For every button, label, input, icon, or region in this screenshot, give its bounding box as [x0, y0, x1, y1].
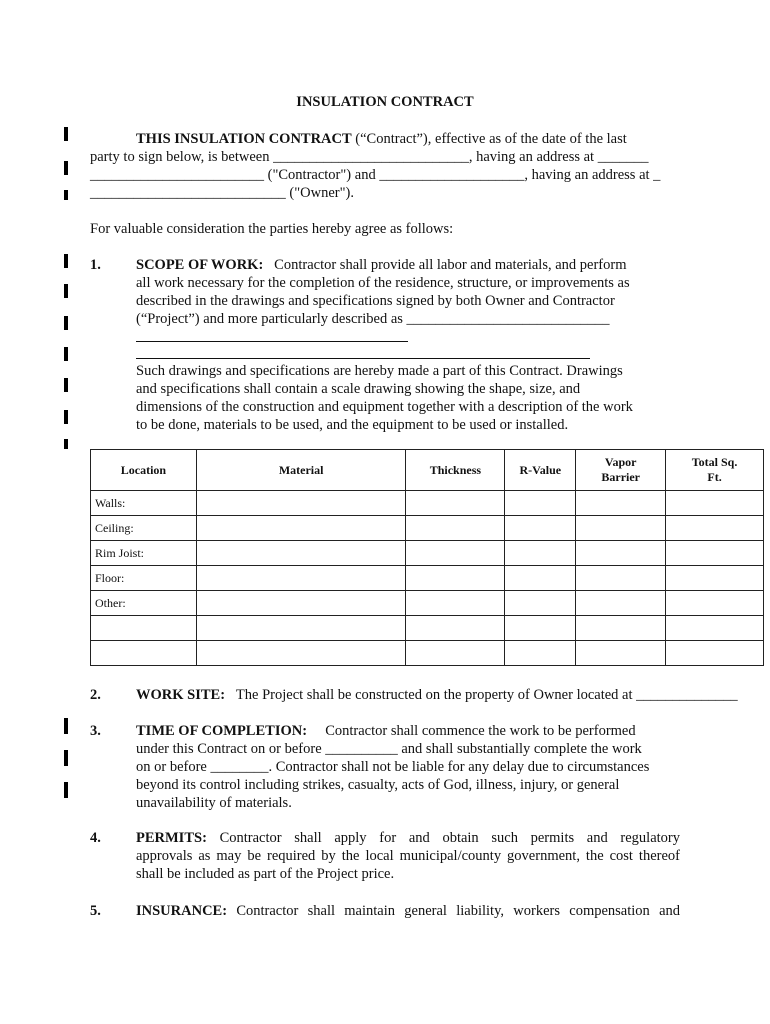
thickness-cell[interactable]	[406, 516, 505, 541]
thickness-cell[interactable]	[406, 591, 505, 616]
section-1-line-1: SCOPE OF WORK: Contractor shall provide all labor and materials, and perform	[136, 257, 627, 273]
vapor-barrier-cell[interactable]	[576, 491, 666, 516]
revision-bar	[64, 127, 68, 141]
section-1-line-7: dimensions of the construction and equipment together with a description of the work	[136, 399, 633, 415]
section-3-line-3: on or before ________. Contractor shall not be liable for any delay due to circumstances	[136, 759, 650, 775]
revision-bar	[64, 347, 68, 361]
total-sq-ft-cell[interactable]	[666, 516, 764, 541]
blank-line	[136, 341, 408, 342]
document-title: INSULATION CONTRACT	[296, 94, 474, 110]
intro-bold-lead: THIS INSULATION CONTRACT	[136, 131, 352, 147]
table-row	[91, 491, 764, 516]
row-label[interactable]	[91, 641, 197, 666]
section-1-line-3: described in the drawings and specifications signed by both Owner and Contractor	[136, 293, 615, 309]
header-location: Location	[91, 450, 197, 491]
section-1-line-4: (“Project”) and more particularly described as ____________________________	[136, 311, 610, 327]
vapor-barrier-cell[interactable]	[576, 641, 666, 666]
section-3-line-4: beyond its control including strikes, casualty, acts of God, illness, injury, or general	[136, 777, 620, 793]
vapor-barrier-cell[interactable]	[576, 516, 666, 541]
r-value-cell[interactable]	[505, 541, 576, 566]
section-1-line-5: Such drawings and specifications are hereby made a part of this Contract. Drawings	[136, 363, 623, 379]
row-label[interactable]	[91, 616, 197, 641]
vapor-barrier-cell[interactable]	[576, 541, 666, 566]
material-cell[interactable]	[196, 616, 406, 641]
header-vapor-barrier: Vapor Barrier	[576, 450, 666, 491]
revision-bar	[64, 750, 68, 766]
total-sq-ft-cell[interactable]	[666, 591, 764, 616]
table-row	[91, 616, 764, 641]
revision-bar	[64, 161, 68, 175]
row-label: Ceiling:	[91, 516, 197, 541]
material-cell[interactable]	[196, 566, 406, 591]
row-label: Walls:	[91, 491, 197, 516]
section-5-number: 5.	[90, 903, 101, 919]
section-3-heading: TIME OF COMPLETION:	[136, 723, 308, 739]
insulation-table	[90, 449, 764, 666]
section-4-line-2: approvals as may be required by the local municipal/county government, the cost thereof	[136, 848, 680, 864]
thickness-cell[interactable]	[406, 541, 505, 566]
row-label: Floor:	[91, 566, 197, 591]
revision-bar	[64, 782, 68, 798]
consideration-text: For valuable consideration the parties hereby agree as follows:	[90, 221, 454, 237]
section-1-heading: SCOPE OF WORK:	[136, 257, 264, 273]
material-cell[interactable]	[196, 491, 406, 516]
material-cell[interactable]	[196, 641, 406, 666]
vapor-barrier-cell[interactable]	[576, 566, 666, 591]
r-value-cell[interactable]	[505, 516, 576, 541]
intro-line-1-rest: (“Contract”), effective as of the date of the last	[351, 131, 627, 147]
intro-line-3: ________________________ ("Contractor") and ____________________, having an address at _	[90, 167, 661, 183]
revision-bar	[64, 316, 68, 330]
thickness-cell[interactable]	[406, 641, 505, 666]
section-4-line-3: shall be included as part of the Project price.	[136, 866, 395, 882]
section-4-line-1: PERMITS: Contractor shall apply for and obtain such permits and regulatory	[136, 830, 680, 846]
header-thickness: Thickness	[406, 450, 505, 491]
section-3-number: 3.	[90, 723, 101, 739]
material-cell[interactable]	[196, 541, 406, 566]
section-2-heading: WORK SITE:	[136, 687, 226, 703]
r-value-cell[interactable]	[505, 616, 576, 641]
section-1-line-2: all work necessary for the completion of the residence, structure, or improvements as	[136, 275, 630, 291]
header-r-value: R-Value	[505, 450, 576, 491]
table-row	[91, 566, 764, 591]
section-3-line-1: TIME OF COMPLETION: Contractor shall commence the work to be performed	[136, 723, 636, 739]
total-sq-ft-cell[interactable]	[666, 566, 764, 591]
row-label: Rim Joist:	[91, 541, 197, 566]
section-2-number: 2.	[90, 687, 101, 703]
section-1-line-8: to be done, materials to be used, and the equipment to be used or installed.	[136, 417, 569, 433]
header-total-sq-ft: Total Sq. Ft.	[666, 450, 764, 491]
material-cell[interactable]	[196, 516, 406, 541]
revision-bar	[64, 439, 68, 449]
revision-bar	[64, 284, 68, 298]
row-label: Other:	[91, 591, 197, 616]
vapor-barrier-cell[interactable]	[576, 616, 666, 641]
material-cell[interactable]	[196, 591, 406, 616]
revision-bar	[64, 378, 68, 392]
vapor-barrier-cell[interactable]	[576, 591, 666, 616]
r-value-cell[interactable]	[505, 641, 576, 666]
revision-bar	[64, 410, 68, 424]
table-row	[91, 591, 764, 616]
thickness-cell[interactable]	[406, 491, 505, 516]
header-material: Material	[196, 450, 406, 491]
thickness-cell[interactable]	[406, 616, 505, 641]
total-sq-ft-cell[interactable]	[666, 541, 764, 566]
section-2-line-1: WORK SITE: The Project shall be constructed on the property of Owner located at ______________	[136, 687, 738, 703]
r-value-cell[interactable]	[505, 491, 576, 516]
table-header-row	[91, 450, 764, 491]
table-row	[91, 541, 764, 566]
blank-line	[136, 358, 590, 359]
revision-bar	[64, 190, 68, 200]
section-1-line-6: and specifications shall contain a scale drawing showing the shape, size, and	[136, 381, 581, 397]
total-sq-ft-cell[interactable]	[666, 616, 764, 641]
section-5-heading: INSURANCE:	[136, 903, 228, 919]
total-sq-ft-cell[interactable]	[666, 641, 764, 666]
revision-bar	[64, 254, 68, 268]
section-4-number: 4.	[90, 830, 101, 846]
r-value-cell[interactable]	[505, 566, 576, 591]
total-sq-ft-cell[interactable]	[666, 491, 764, 516]
table-row	[91, 641, 764, 666]
intro-line-1	[136, 130, 627, 148]
section-4-heading: PERMITS:	[136, 830, 207, 846]
section-5-line-1: INSURANCE: Contractor shall maintain general liability, workers compensation and	[136, 903, 681, 919]
section-3-line-5: unavailability of materials.	[136, 795, 292, 811]
revision-bar	[64, 718, 68, 734]
intro-line-4: ___________________________ ("Owner").	[90, 185, 354, 201]
r-value-cell[interactable]	[505, 591, 576, 616]
thickness-cell[interactable]	[406, 566, 505, 591]
section-3-line-2: under this Contract on or before __________ and shall substantially complete the work	[136, 741, 642, 757]
section-1-number: 1.	[90, 257, 101, 273]
intro-line-2: party to sign below, is between ___________________________, having an address at _______	[90, 149, 649, 165]
table-row	[91, 516, 764, 541]
